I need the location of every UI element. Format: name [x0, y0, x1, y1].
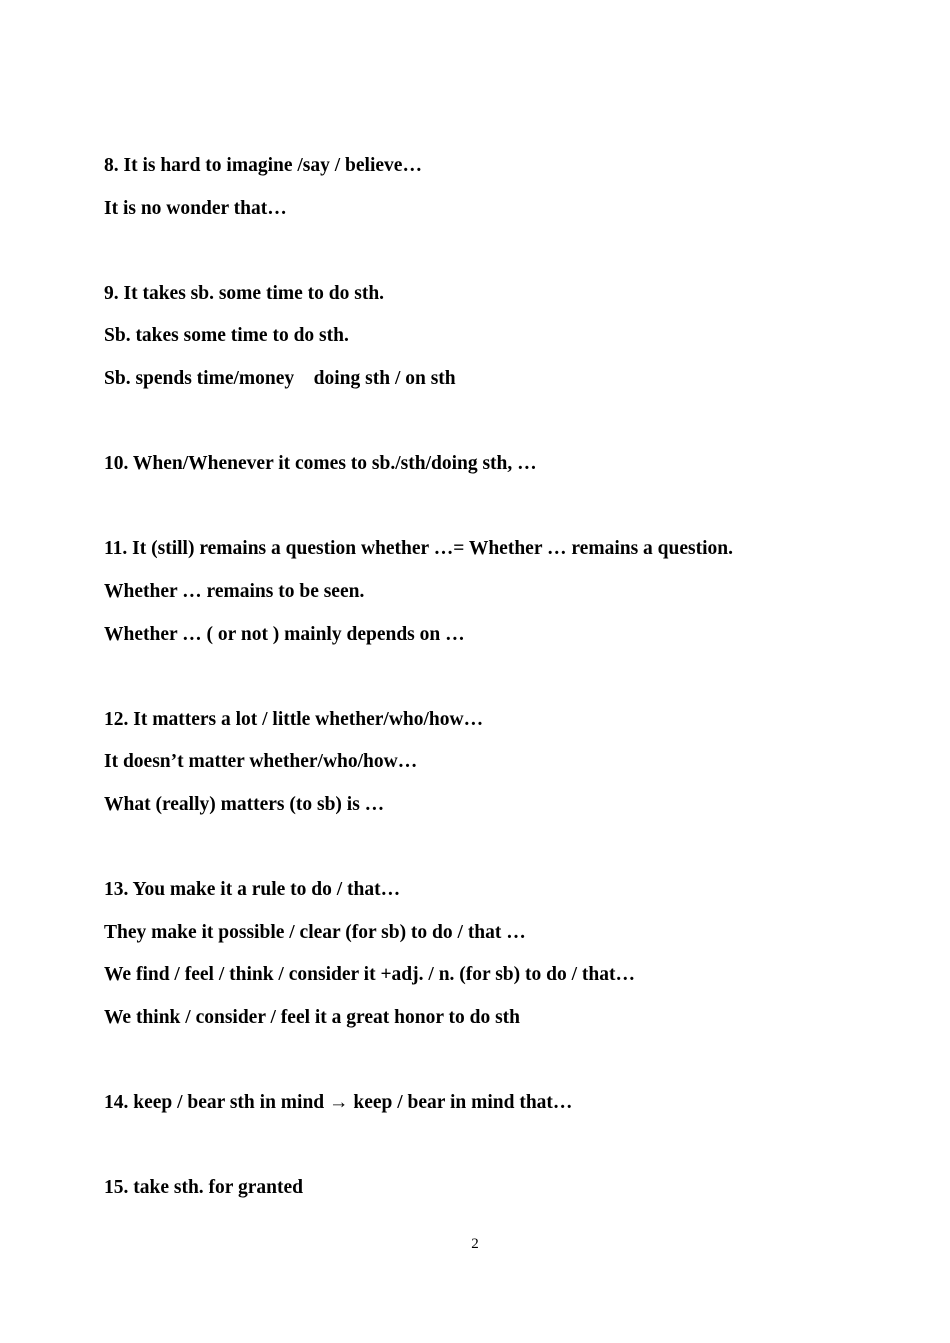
section-line: We find / feel / think / consider it +adj. / n. (for sb) to do / that…	[104, 964, 635, 986]
section-9	[104, 280, 904, 408]
section-11	[104, 535, 904, 663]
section-13	[104, 876, 904, 1046]
section-heading: 12. It matters a lot / little whether/who/how…	[104, 708, 484, 730]
section-gap	[104, 493, 904, 536]
section-heading: 13. You make it a rule to do / that…	[104, 879, 401, 901]
section-gap	[104, 237, 904, 280]
section-15	[104, 1174, 904, 1217]
section-14	[104, 1089, 904, 1132]
section-12	[104, 706, 904, 834]
section-line: Sb. spends time/money doing sth / on sth	[104, 367, 456, 389]
section-gap	[104, 1046, 904, 1089]
section-line: Whether … ( or not ) mainly depends on …	[104, 623, 465, 645]
section-line: Whether … remains to be seen.	[104, 580, 365, 602]
section-line: It is no wonder that…	[104, 197, 287, 219]
section-line: What (really) matters (to sb) is …	[104, 793, 385, 815]
section-gap	[104, 408, 904, 451]
section-line: It doesn’t matter whether/who/how…	[104, 751, 418, 773]
section-gap	[104, 1132, 904, 1175]
section-heading: 10. When/Whenever it comes to sb./sth/doing sth, …	[104, 453, 537, 475]
section-heading: 11. It (still) remains a question whether …= Whether … remains a question.	[104, 538, 733, 560]
section-8	[104, 152, 904, 237]
section-gap	[104, 663, 904, 706]
section-10	[104, 450, 904, 493]
section-line: They make it possible / clear (for sb) to do / that …	[104, 921, 526, 943]
section-line: Sb. takes some time to do sth.	[104, 325, 349, 347]
page-number: 2	[471, 1236, 479, 1252]
document-body	[104, 152, 904, 1217]
section-heading: 9. It takes sb. some time to do sth.	[104, 282, 385, 304]
section-gap	[104, 834, 904, 877]
section-heading: 8. It is hard to imagine /say / believe…	[104, 155, 422, 176]
section-heading: 15. take sth. for granted	[104, 1177, 303, 1199]
section-heading: 14. keep / bear sth in mind → keep / bear in mind that…	[104, 1092, 573, 1114]
section-line: We think / consider / feel it a great honor to do sth	[104, 1006, 521, 1028]
